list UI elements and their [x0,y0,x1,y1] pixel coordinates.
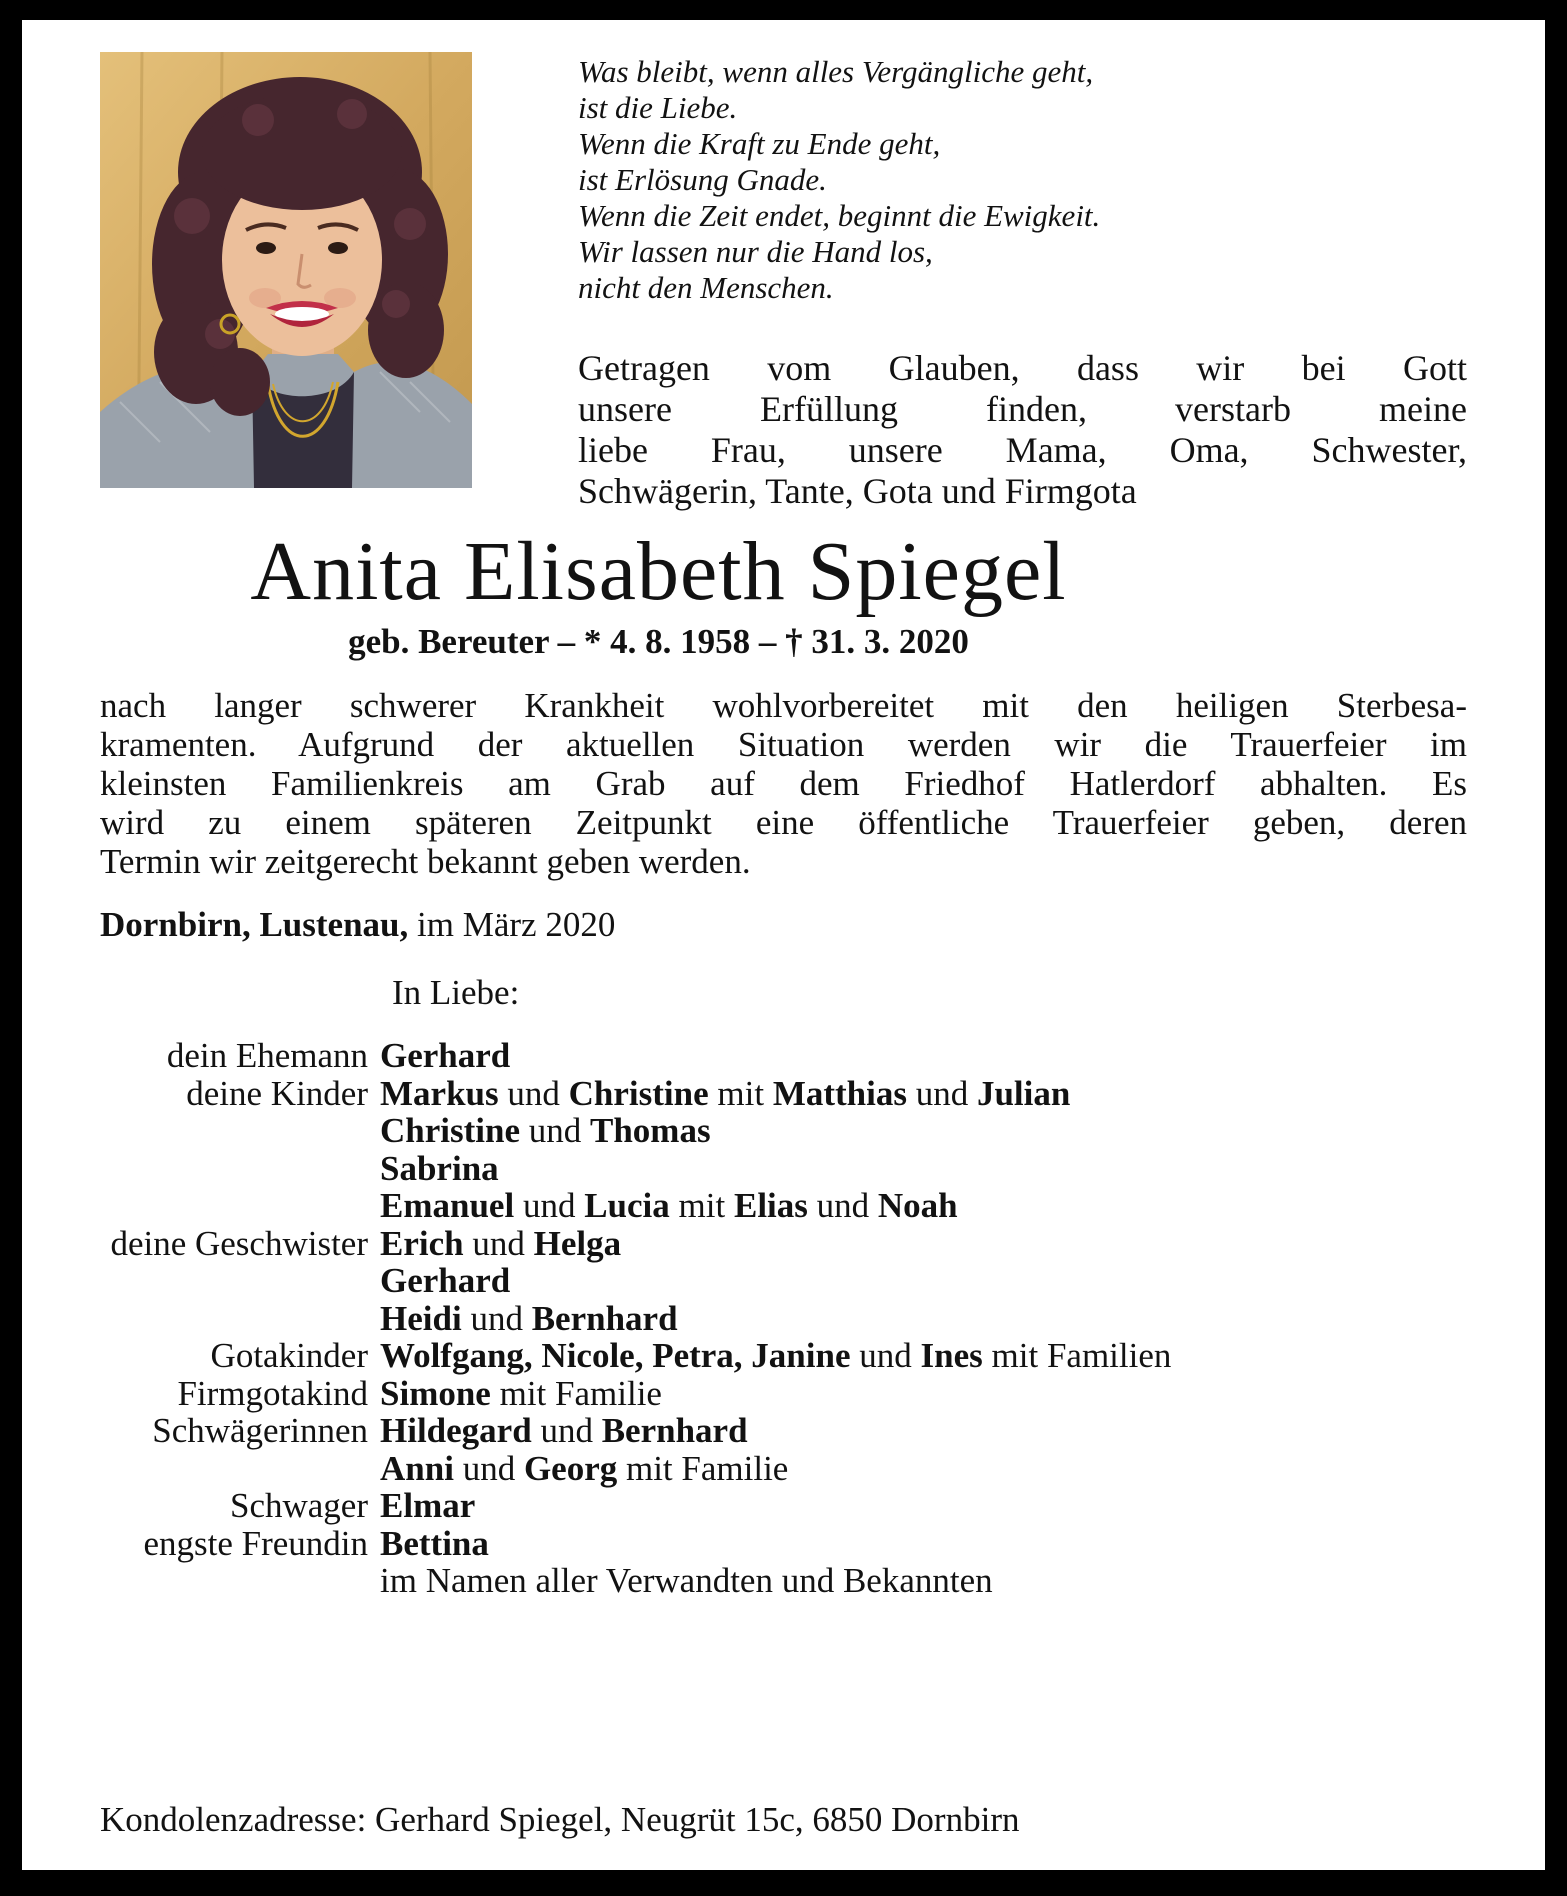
family-role-label [100,1562,380,1600]
family-member-name: Emanuel [380,1186,515,1226]
family-names [380,1450,1467,1488]
family-names [380,1375,1467,1413]
notice-paragraph-line: nach langer schwerer Krankheit wohlvorbereitet mit den heiligen Sterbesa- [100,686,1467,726]
family-connector-text: und [520,1111,590,1151]
family-connector-text: und [850,1336,921,1376]
header-text [578,52,1467,512]
portrait-photo [100,52,472,488]
family-member-name: Noah [877,1186,958,1226]
family-member-name: Ines [920,1336,983,1376]
condolence-address: Kondolenzadresse: Gerhard Spiegel, Neugrüt 15c, 6850 Dornbirn [100,1800,1020,1839]
family-member-name: Markus [380,1073,499,1113]
family-row [100,1487,1467,1525]
family-member-name: Bernhard [531,1298,678,1338]
family-member-name: Wolfgang, Nicole, Petra, Janine [380,1336,851,1376]
family-connector-text: und [463,1223,534,1263]
family-member-name: Gerhard [380,1261,511,1301]
family-role-label [100,1300,380,1338]
family-connector-text: und [531,1411,602,1451]
family-role-label [100,1187,380,1225]
family-connector-text: und [807,1186,878,1226]
family-member-name: Christine [380,1111,520,1151]
family-names [380,1337,1467,1375]
birth-death-dates: geb. Bereuter – * 4. 8. 1958 – † 31. 3. 2020 [348,622,969,662]
family-names [380,1562,1467,1600]
family-member-name: Simone [380,1373,491,1413]
intro-paragraph [578,348,1467,512]
family-names [380,1300,1467,1338]
notice-paragraph-line: Termin wir zeitgerecht bekannt geben werden. [100,842,751,882]
family-names [380,1150,1467,1188]
family-member-name: Helga [533,1223,622,1263]
family-role-label: dein Ehemann [166,1036,368,1076]
family-row [100,1262,1467,1300]
notice-paragraph-line: kleinsten Familienkreis am Grab auf dem Friedhof Hatlerdorf abhalten. Es [100,764,1467,804]
family-row [100,1525,1467,1563]
date-text: im März 2020 [408,905,616,945]
family-role-label [100,1450,380,1488]
family-row [100,1225,1467,1263]
poem-line: nicht den Menschen. [578,270,834,305]
family-row [100,1300,1467,1338]
notice-paragraph [100,686,1467,881]
family-member-name: Christine [568,1073,709,1113]
family-names [380,1262,1467,1300]
family-row [100,1337,1467,1375]
family-member-name: Elias [733,1186,808,1226]
family-list [100,1037,1467,1600]
poem-line: Wenn die Kraft zu Ende geht, [578,126,941,161]
family-names [380,1225,1467,1263]
family-names [380,1187,1467,1225]
family-member-name: Julian [976,1073,1071,1113]
family-row [100,1150,1467,1188]
family-role-label: engste Freundin [143,1523,368,1563]
poem-line: Was bleibt, wenn alles Vergängliche geht, [578,54,1094,89]
family-member-name: Lucia [584,1186,670,1226]
family-connector-text: und [461,1298,532,1338]
family-role-label [100,1150,380,1188]
family-role-label: Schwager [229,1486,368,1526]
family-member-name: Thomas [590,1111,711,1151]
notice-paragraph-line: wird zu einem späteren Zeitpunkt eine öffentliche Trauerfeier geben, deren [100,803,1467,843]
family-role-label: deine Kinder [186,1073,368,1113]
family-member-name: Georg [523,1448,618,1488]
family-connector-text: und [498,1073,569,1113]
family-role-label [100,1112,380,1150]
family-member-name: Heidi [380,1298,462,1338]
family-names [380,1525,1467,1563]
name-block [100,525,1467,662]
family-role-label: Firmgotakind [177,1373,368,1413]
deceased-name: Anita Elisabeth Spiegel [250,525,1067,618]
family-member-name: Bernhard [601,1411,748,1451]
notice-paragraph-line: kramenten. Aufgrund der aktuellen Situation werden wir die Trauerfeier im [100,725,1467,765]
family-names [380,1487,1467,1525]
poem-line: ist die Liebe. [578,90,738,125]
family-names [380,1037,1467,1075]
family-row [100,1450,1467,1488]
family-member-name: Bettina [380,1523,489,1563]
family-role-label: Gotakinder [210,1336,368,1376]
family-member-name: Hildegard [380,1411,532,1451]
family-member-name: Sabrina [380,1148,499,1188]
family-connector-text: mit Familie [617,1448,789,1488]
family-names [380,1412,1467,1450]
poem-line: Wir lassen nur die Hand los, [578,234,933,269]
family-connector-text: und [453,1448,524,1488]
family-connector-text: mit Familie [490,1373,662,1413]
family-row [100,1412,1467,1450]
family-row [100,1112,1467,1150]
family-member-name: Matthias [772,1073,907,1113]
place-names: Dornbirn, Lustenau, [100,905,409,945]
place-date-line [100,905,1467,945]
family-member-name: Elmar [380,1486,476,1526]
poem-line: ist Erlösung Gnade. [578,162,827,197]
intro-paragraph-line: Getragen vom Glauben, dass wir bei Gott [578,348,1467,388]
family-connector-text: mit Familien [982,1336,1172,1376]
family-member-name: Erich [380,1223,464,1263]
family-connector-text: mit [669,1186,734,1226]
portrait-illustration [100,52,472,488]
salutation: In Liebe: [392,973,520,1013]
family-row [100,1187,1467,1225]
family-row [100,1037,1467,1075]
family-connector-text: und [906,1073,977,1113]
family-row [100,1562,1467,1600]
intro-paragraph-line: unsere Erfüllung finden, verstarb meine [578,389,1467,429]
family-names [380,1075,1467,1113]
poem [578,54,1467,306]
family-member-name: Gerhard [380,1036,511,1076]
family-role-label: Schwägerinnen [152,1411,368,1451]
family-role-label: deine Geschwister [110,1223,368,1263]
family-connector-text: mit [708,1073,773,1113]
poem-line: Wenn die Zeit endet, beginnt die Ewigkeit. [578,198,1101,233]
family-connector-text: und [514,1186,585,1226]
family-member-name: Anni [380,1448,454,1488]
family-row [100,1075,1467,1113]
family-role-label [100,1262,380,1300]
family-names [380,1112,1467,1150]
family-connector-text: im Namen aller Verwandten und Bekannten [380,1561,993,1601]
family-row [100,1375,1467,1413]
obituary-content [22,20,1545,1600]
intro-paragraph-line: liebe Frau, unsere Mama, Oma, Schwester, [578,430,1467,470]
header-section [100,52,1467,512]
intro-paragraph-line: Schwägerin, Tante, Gota und Firmgota [578,471,1137,511]
